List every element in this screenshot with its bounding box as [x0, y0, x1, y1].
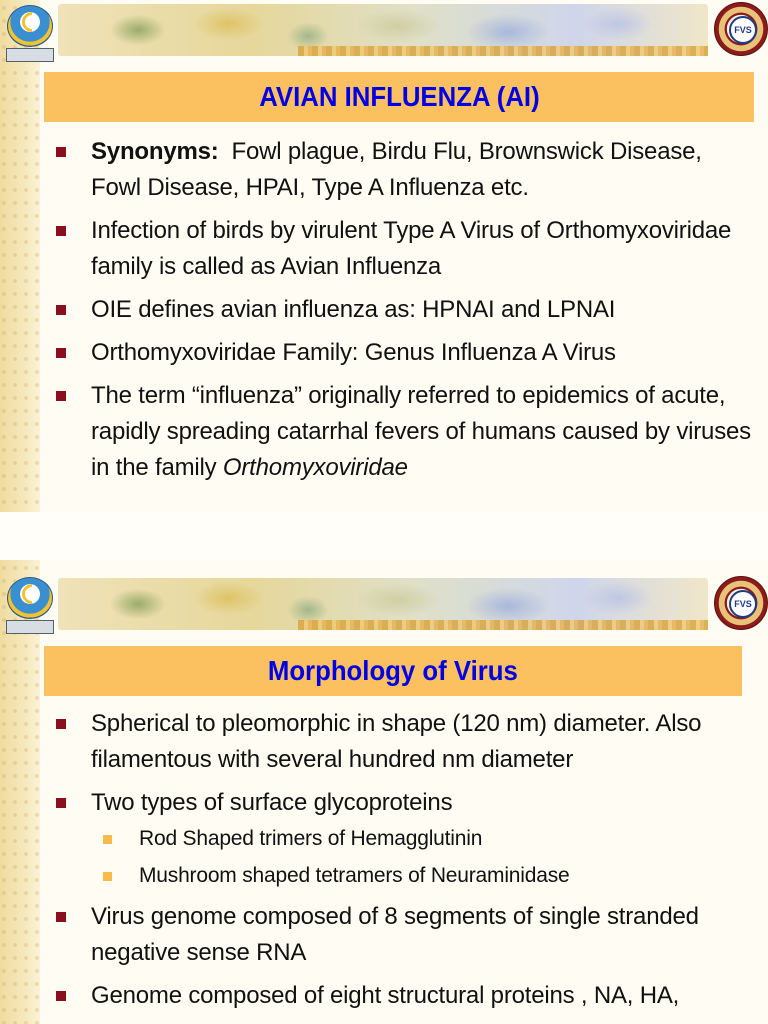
bullet-text: Two types of surface glycoproteins [91, 789, 453, 816]
sub-bullet-list [91, 823, 752, 892]
square-bullet-icon [56, 719, 66, 729]
title-bar [44, 72, 754, 122]
bullet-list [52, 706, 752, 1021]
slide-title: Morphology of Virus [268, 655, 518, 686]
university-crest-logo [4, 574, 54, 634]
bullet-item [52, 706, 752, 778]
square-bullet-icon [56, 798, 66, 808]
title-bar [44, 646, 742, 696]
square-sub-bullet-icon [103, 835, 112, 844]
seal-center: FVS [729, 16, 757, 44]
bullet-label: Synonyms: [91, 138, 219, 165]
bullet-italic-term: Orthomyxoviridae [222, 454, 408, 481]
crest-plate [6, 48, 54, 62]
bullet-item [52, 335, 752, 371]
square-bullet-icon [56, 391, 66, 401]
bullet-item [52, 134, 752, 206]
faculty-seal-logo [714, 576, 768, 630]
bullet-item [52, 785, 752, 892]
bullet-text: The term “influenza” originally referred to epidemics of acute, rapidly spreading catarrhal fevers of humans caused by viruses in the family [91, 382, 751, 481]
crest-plate [6, 620, 54, 634]
sub-bullet-text: Mushroom shaped tetramers of Neuraminidase [139, 864, 570, 887]
bullet-list [52, 134, 752, 493]
bullet-text: Spherical to pleomorphic in shape (120 nm) diameter. Also filamentous with several hundred nm diameter [91, 710, 702, 773]
bullet-text: Fowl plague, Birdu Flu, Brownswick Disease, Fowl Disease, HPAI, Type A Influenza etc. [91, 138, 709, 201]
square-bullet-icon [56, 147, 66, 157]
square-sub-bullet-icon [103, 872, 112, 881]
parchment-strip [0, 0, 40, 512]
square-bullet-icon [56, 991, 66, 1001]
bullet-text: Genome composed of eight structural proteins , NA, HA, [91, 982, 680, 1009]
sub-bullet-text: Rod Shaped trimers of Hemagglutinin [139, 827, 483, 850]
slide-2 [0, 560, 768, 1024]
bullet-item [52, 213, 752, 285]
square-bullet-icon [56, 912, 66, 922]
seal-center: FVS [729, 590, 757, 618]
bullet-item [52, 978, 752, 1014]
bullet-text: OIE defines avian influenza as: HPNAI and LPNAI [91, 296, 616, 323]
bullet-item [52, 899, 752, 971]
slide-title: AVIAN INFLUENZA (AI) [258, 81, 540, 112]
faculty-seal-logo [714, 2, 768, 56]
sub-bullet-item [91, 860, 752, 892]
square-bullet-icon [56, 226, 66, 236]
university-crest-logo [4, 2, 54, 62]
header-banner [58, 578, 708, 630]
bullet-text: Virus genome composed of 8 segments of single stranded negative sense RNA [91, 903, 699, 966]
square-bullet-icon [56, 305, 66, 315]
bullet-text: Orthomyxoviridae Family: Genus Influenza A Virus [91, 339, 616, 366]
bullet-item [52, 292, 752, 328]
sub-bullet-item [91, 823, 752, 855]
slide-gap [0, 512, 768, 560]
square-bullet-icon [56, 348, 66, 358]
bullet-text: Infection of birds by virulent Type A Virus of Orthomyxoviridae family is called as Avian Influenza [91, 217, 732, 280]
bullet-item [52, 378, 752, 486]
header-banner [58, 4, 708, 56]
